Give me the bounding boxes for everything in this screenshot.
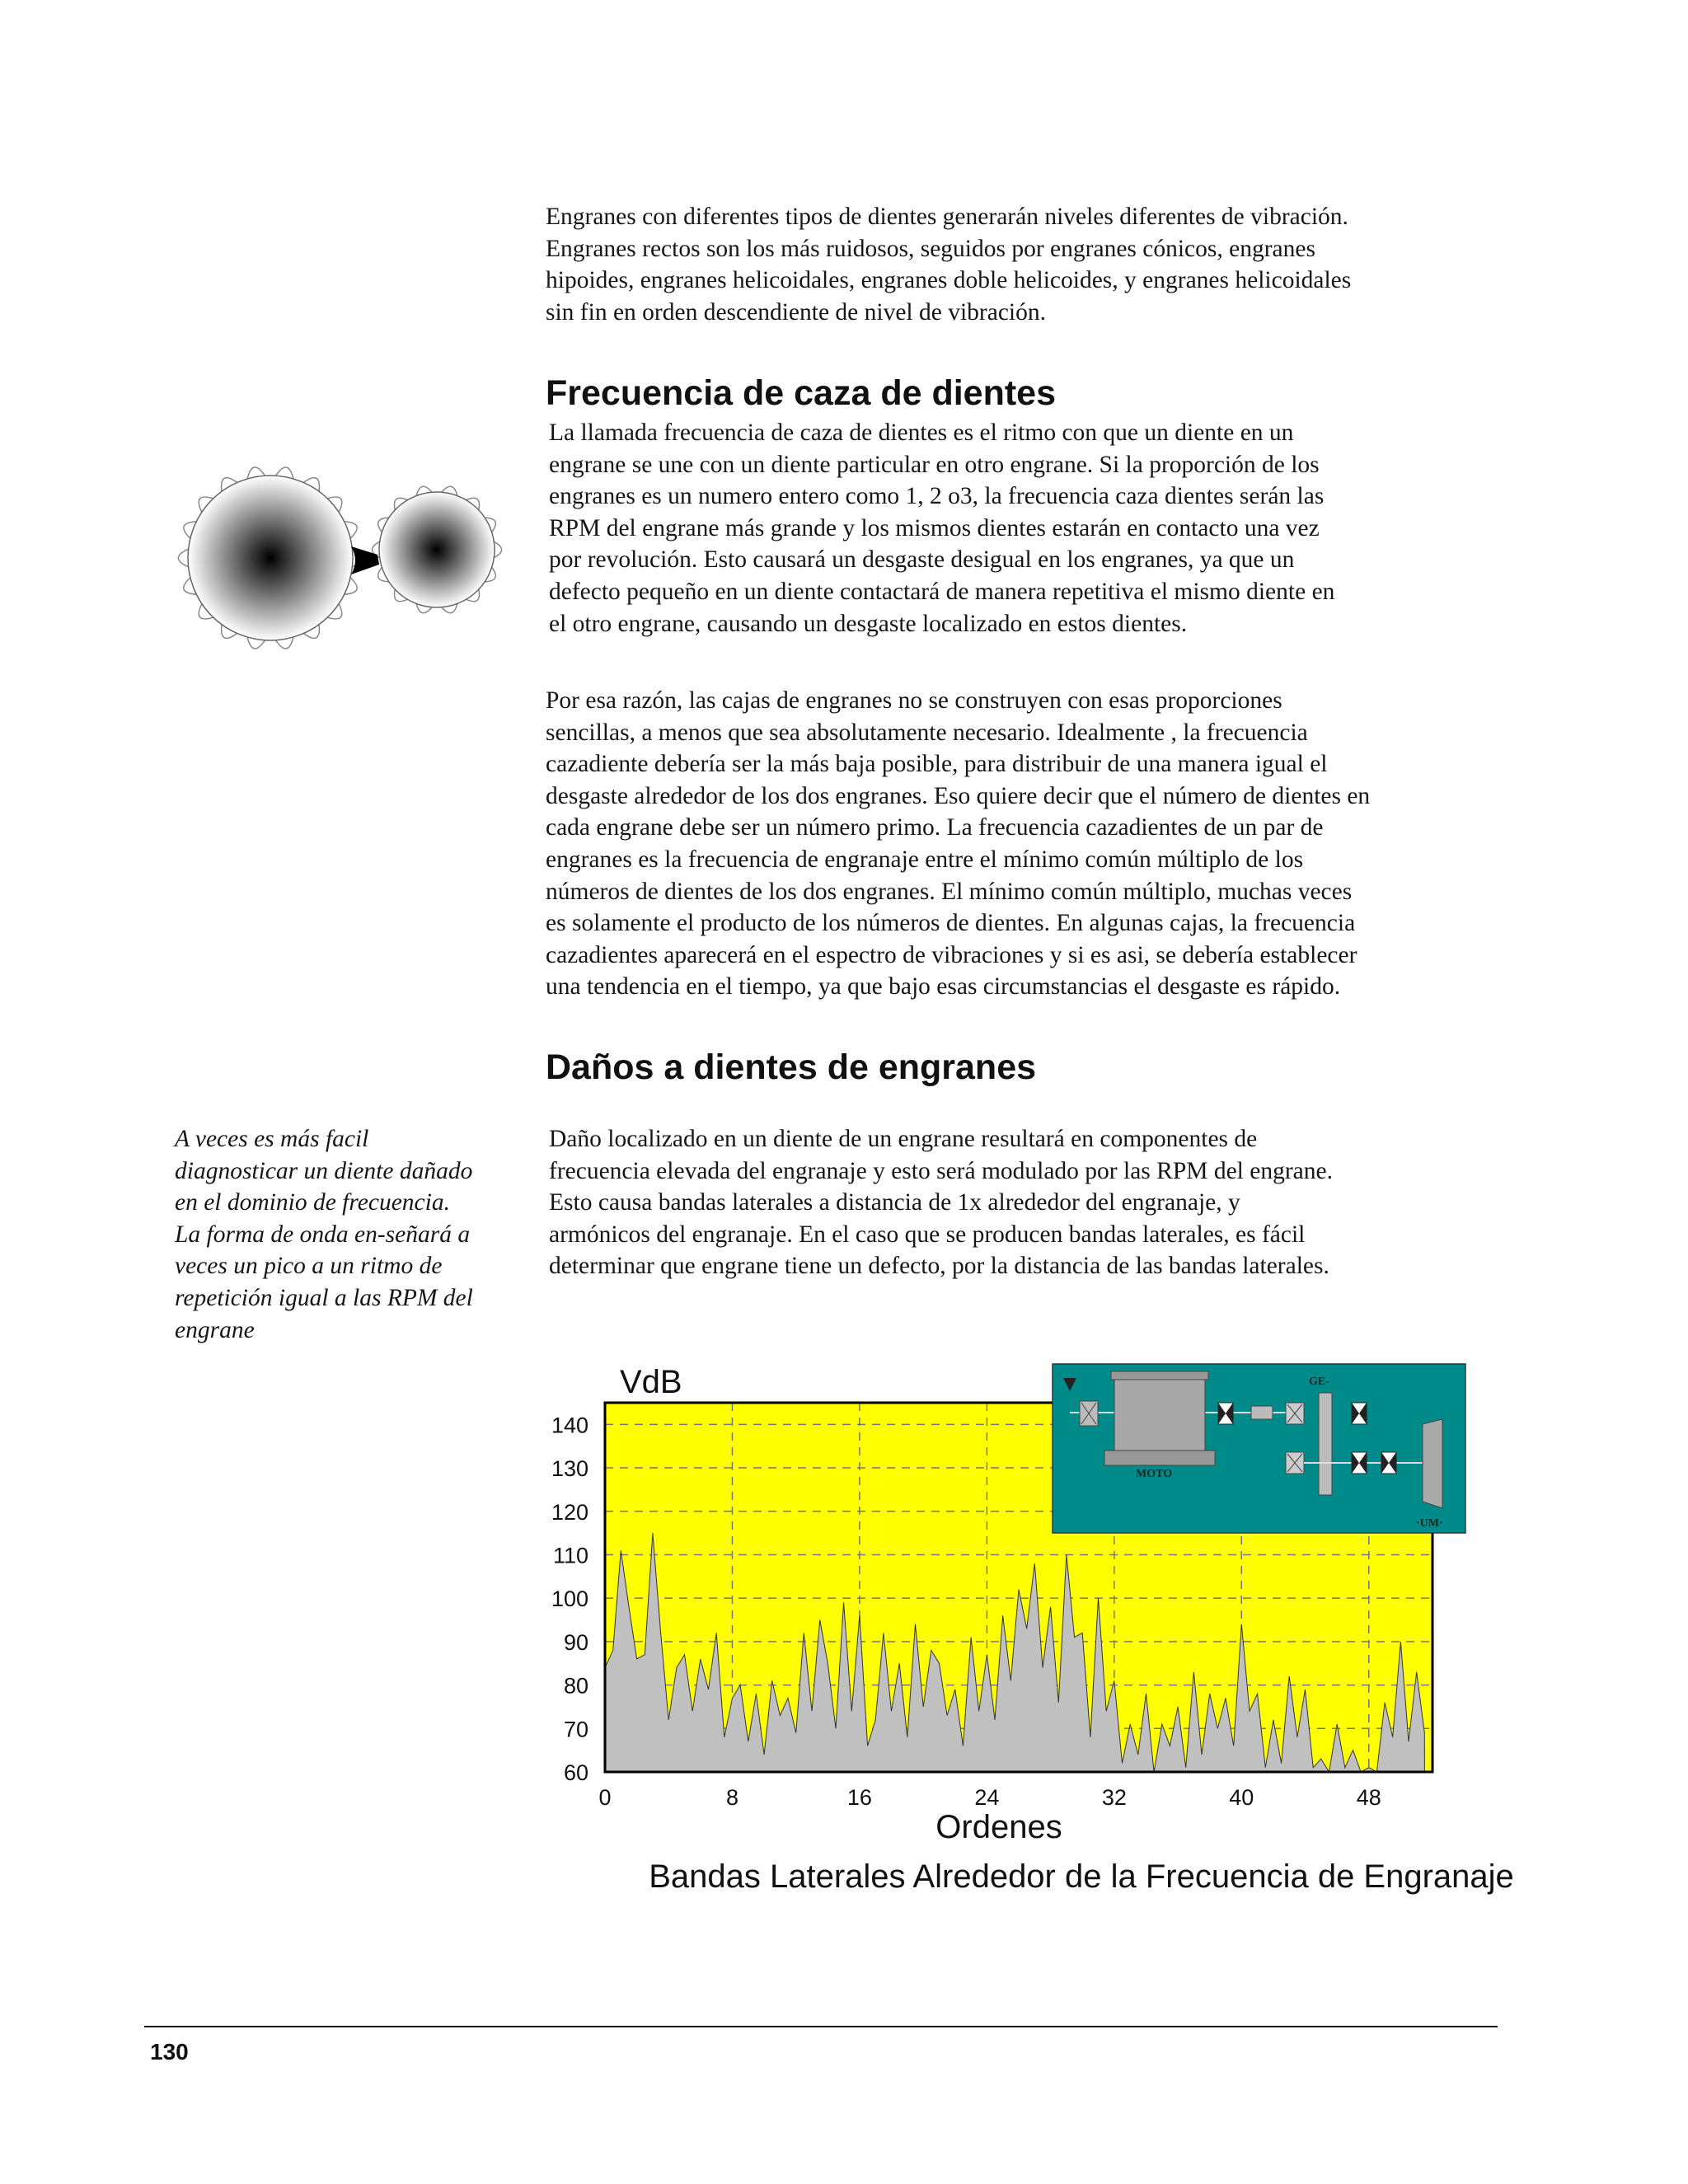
margin-note-line: La forma de onda en-señará a [175,1221,471,1248]
inset-motor-cap [1111,1371,1208,1380]
paragraph-line: es solamente el producto de los números de dientes. En algunas cajas, la frecuencia [546,910,1356,937]
gearbox-inset [1053,1364,1465,1533]
inset-motor-base [1104,1451,1215,1465]
paragraph-line: La llamada frecuencia de caza de dientes es el ritmo con que un diente en un [549,419,1294,446]
paragraph-line: cazadiente debería ser la más baja posible, para distribuir de una manera igual el [546,751,1328,778]
inset-label-right: ·UM· [1416,1517,1443,1530]
paragraph-line: Por esa razón, las cajas de engranes no se construyen con esas proporciones [546,687,1282,714]
footer-rule [144,2026,1498,2027]
x-tick-label: 16 [846,1785,872,1810]
paragraph-line: Esto causa bandas laterales a distancia de 1x alrededor del engranaje, y [549,1189,1240,1216]
y-tick-label: 90 [563,1629,588,1655]
x-tick-label: 24 [974,1785,1000,1810]
margin-note-line: veces un pico a un ritmo de [175,1253,443,1280]
paragraph-line: números de dientes de los dos engranes. El mínimo común múltiplo, muchas veces [546,878,1353,905]
y-tick-label: 100 [551,1586,588,1612]
paragraph-line: una tendencia en el tiempo, ya que bajo esas circumstancias el desgaste es rápido. [546,973,1341,1001]
x-tick-label: 32 [1101,1785,1127,1810]
inset-pump [1423,1419,1442,1508]
inset-label-top: GE- [1309,1376,1329,1388]
intro-line: hipoides, engranes helicoidales, engranes doble helicoides, y engranes helicoidales [546,267,1352,294]
paragraph-line: desgaste alrededor de los dos engranes. Eso quiere decir que el número de dientes en [546,782,1371,809]
section-heading-hunting-frequency: Frecuencia de caza de dientes [546,373,1056,413]
y-tick-label: 110 [552,1543,588,1568]
x-tick-label: 48 [1356,1785,1381,1810]
paragraph-line: engrane se une con un diente particular en otro engrane. Si la proporción de los [549,451,1320,478]
paragraph-line: determinar que engrane tiene un defecto, por la distancia de las bandas laterales. [549,1253,1329,1280]
y-tick-labels [551,1413,588,1785]
y-tick-label: 70 [563,1717,588,1742]
paragraph-line: Daño localizado en un diente de un engrane resultará en componentes de [549,1126,1258,1152]
y-tick-label: 80 [563,1673,588,1699]
inset-motor [1114,1378,1205,1460]
x-tick-labels [598,1785,1381,1810]
x-tick-label: 40 [1229,1785,1254,1810]
margin-note-line: diagnosticar un diente dañado [175,1157,473,1184]
margin-note-line: A veces es más facil [175,1126,369,1152]
inset-label-left: MOTO [1136,1468,1173,1480]
y-tick-label: 130 [551,1456,588,1482]
figure-caption: Bandas Laterales Alrededor de la Frecuencia de Engranaje [649,1858,1514,1895]
intro-line: Engranes rectos son los más ruidosos, seguidos por engranes cónicos, engranes [546,235,1315,262]
intro-line: sin fin en orden descendiente de nivel de vibración. [546,298,1046,326]
inset-small-coupling [1251,1406,1273,1419]
paragraph-line: RPM del engrane más grande y los mismos dientes estarán en contacto una vez [549,514,1320,541]
margin-note-line: engrane [175,1316,255,1343]
paragraph-line: frecuencia elevada del engranaje y esto será modulado por las RPM del engrane. [549,1157,1333,1184]
margin-note-line: en el dominio de frecuencia. [175,1189,450,1216]
paragraph-line: sencillas, a menos que sea absolutamente necesario. Idealmente , la frecuencia [546,719,1308,746]
inset-gear-stack [1319,1393,1332,1495]
y-tick-label: 60 [563,1760,588,1785]
paragraph-line: armónicos del engranaje. En el caso que se producen bandas laterales, es fácil [549,1221,1306,1248]
paragraph-line: cada engrane debe ser un número primo. La frecuencia cazadientes de un par de [546,814,1324,841]
paragraph-line: engranes es un numero entero como 1, 2 o3, la frecuencia caza dientes serán las [549,483,1325,510]
x-tick-label: 8 [725,1785,738,1810]
paragraph-line: engranes es la frecuencia de engranaje entre el mínimo común múltiplo de los [546,846,1304,873]
paragraph-line: defecto pequeño en un diente contactará de manera repetitiva el mismo diente en [549,578,1335,605]
x-axis-label: Ordenes [935,1809,1062,1845]
intro-line: Engranes con diferentes tipos de dientes generarán niveles diferentes de vibración. [546,204,1348,230]
paragraph-line: cazadientes aparecerá en el espectro de vibraciones y si es asi, se debería establecer [546,941,1357,968]
y-tick-label: 120 [551,1499,588,1525]
y-tick-label: 140 [551,1413,588,1438]
paragraph-line: por revolución. Esto causará un desgaste desigual en los engranes, ya que un [549,546,1295,574]
y-axis-label: VdB [620,1364,682,1400]
margin-note-line: repetición igual a las RPM del [175,1284,473,1311]
x-tick-label: 0 [598,1785,612,1810]
paragraph-line: el otro engrane, causando un desgaste localizado en estos dientes. [549,610,1188,637]
section-heading-tooth-damage: Daños a dientes de engranes [546,1047,1037,1087]
page-number: 130 [150,2039,189,2064]
